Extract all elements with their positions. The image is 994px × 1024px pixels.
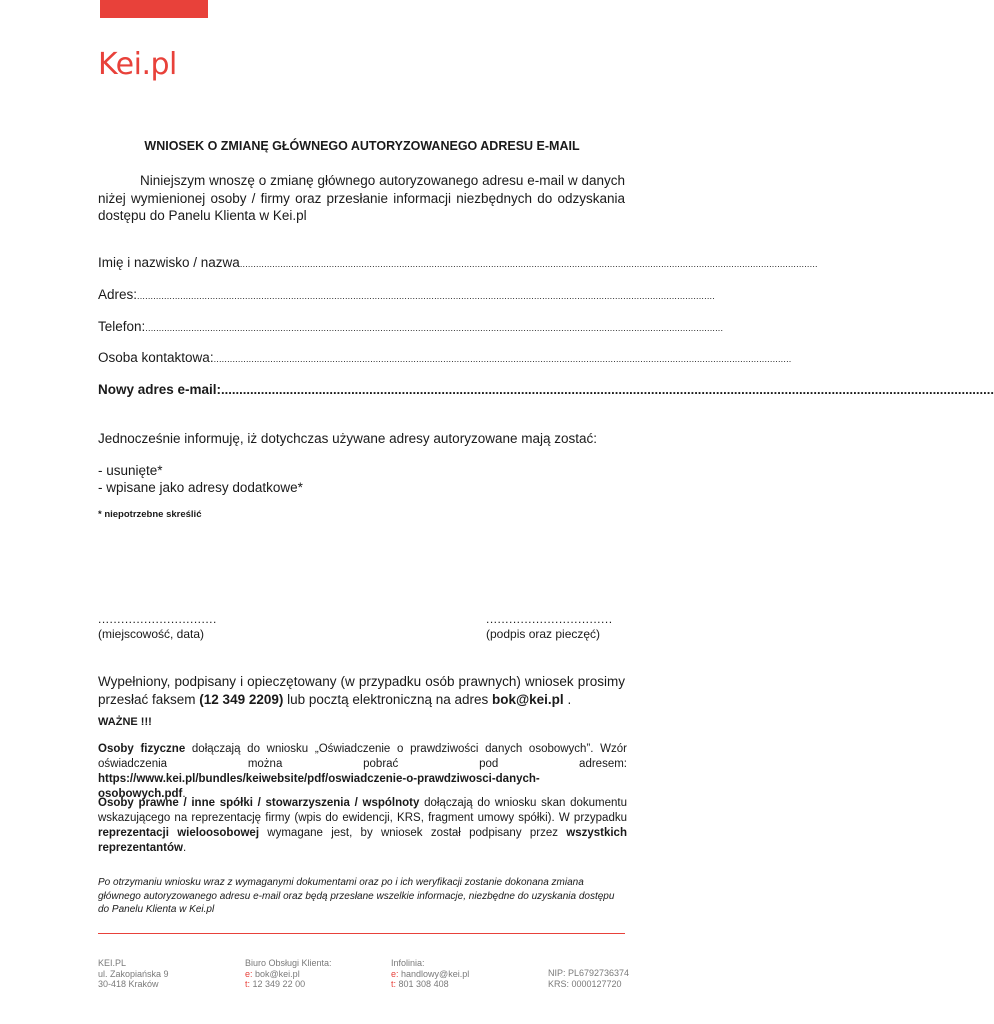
- footer-sales-email[interactable]: handlowy@kei.pl: [401, 968, 470, 979]
- field-phone-dots: ......................................................................................................................................................................................................................: [145, 323, 724, 333]
- field-address-dots: ......................................................................................................................................................................................................................: [137, 291, 715, 301]
- field-address-label: Adres:: [98, 287, 138, 302]
- field-phone-label: Telefon:: [98, 319, 146, 334]
- submit-email[interactable]: bok@kei.pl: [492, 691, 564, 707]
- signature-place-date: [98, 612, 217, 642]
- field-name-label: Imię i nazwisko / nazwa: [98, 255, 240, 270]
- signature-sign-stamp: [486, 612, 613, 642]
- field-address: [98, 287, 715, 302]
- place-date-label: (miejscowość, data): [98, 627, 205, 641]
- footnote: * niepotrzebne skreślić: [98, 509, 202, 520]
- statement-url-link[interactable]: https://www.kei.pl/bundles/keiwebsite/pdf/oswiadczenie-o-prawdziwosci-danych-osobowych.pdf: [98, 773, 540, 800]
- footer-registration: NIP: PL6792736374 KRS: 0000127720: [548, 968, 630, 989]
- field-contact-dots: ......................................................................................................................................................................................................................: [213, 354, 792, 364]
- info-line: Jednocześnie informuję, iż dotychczas używane adresy autoryzowane mają zostać:: [98, 431, 597, 446]
- option-additional: - wpisane jako adresy dodatkowe*: [98, 480, 303, 495]
- kei-logo: Kei.pl: [98, 47, 177, 82]
- footer-company: KEI.PL ul. Zakopiańska 9 30-418 Kraków: [98, 958, 169, 989]
- field-phone: [98, 319, 724, 334]
- closing-note: Po otrzymaniu wniosku wraz z wymaganymi dokumentami oraz po i ich weryfikacji zostanie dokonana zmiana głównego autoryzowanego adresu e-mail oraz będą przesłane wszelkie informacje, niezbędne do uzyskania dostępu do Panelu Klienta w Kei.pl: [98, 877, 615, 915]
- natural-persons-paragraph: Osoby fizyczne dołączają do wniosku „Oświadczenie o prawdziwości danych osobowych”. Wzór oświadczenia można pobrać pod adresem: https://www.kei.pl/bundles/keiwebsite/pdf/oswiadczenie-o-prawdziwosci-danych-osobowych.pdf.: [98, 743, 627, 800]
- place-date-dots: ...............................: [98, 612, 217, 626]
- brand-top-bar: [100, 0, 208, 18]
- field-new-email-dots: ......................................................................................................................................................................................................................: [221, 382, 994, 397]
- field-name-dots: ......................................................................................................................................................................................................................: [239, 259, 818, 269]
- legal-persons-paragraph: Osoby prawne / inne spółki / stowarzyszenia / wspólnoty dołączają do wniosku skan dokumentu wskazującego na reprezentację firmy (wpis do ewidencji, KRS, fragment umowy spółki). W przypadku reprezentacji wieloosobowej wymagane jest, by wniosek został podpisany przez wszystkich reprezentantów.: [98, 797, 628, 854]
- field-name: [98, 255, 818, 270]
- field-contact-label: Osoba kontaktowa:: [98, 350, 214, 365]
- submit-paragraph: Wypełniony, podpisany i opieczętowany (w przypadku osób prawnych) wniosek prosimy przesłać faksem (12 349 2209) lub pocztą elektroniczną na adres bok@kei.pl .: [98, 674, 625, 707]
- field-new-email-label: Nowy adres e-mail:: [98, 382, 222, 397]
- field-new-email: [98, 382, 994, 397]
- sign-stamp-dots: .................................: [486, 612, 613, 626]
- footer-hotline: Infolinia: e: handlowy@kei.pl t: 801 308 408: [391, 958, 470, 989]
- field-contact: [98, 350, 792, 365]
- option-remove: - usunięte*: [98, 463, 163, 478]
- footer-divider: [98, 933, 625, 934]
- intro-paragraph: Niniejszym wnoszę o zmianę głównego autoryzowanego adresu e-mail w danych niżej wymienionej osoby / firmy oraz przesłanie informacji niezbędnych do odzyskania dostępu do Panelu Klienta w Kei.pl: [98, 173, 625, 223]
- footer-customer-service: Biuro Obsługi Klienta: e: bok@kei.pl t: 12 349 22 00: [245, 958, 332, 989]
- sign-stamp-label: (podpis oraz pieczęć): [486, 627, 601, 641]
- fax-number: (12 349 2209): [199, 691, 284, 707]
- document-title: WNIOSEK O ZMIANĘ GŁÓWNEGO AUTORYZOWANEGO ADRESU E-MAIL: [144, 139, 580, 153]
- important-heading: WAŻNE !!!: [98, 716, 152, 728]
- footer-bok-email[interactable]: bok@kei.pl: [255, 968, 300, 979]
